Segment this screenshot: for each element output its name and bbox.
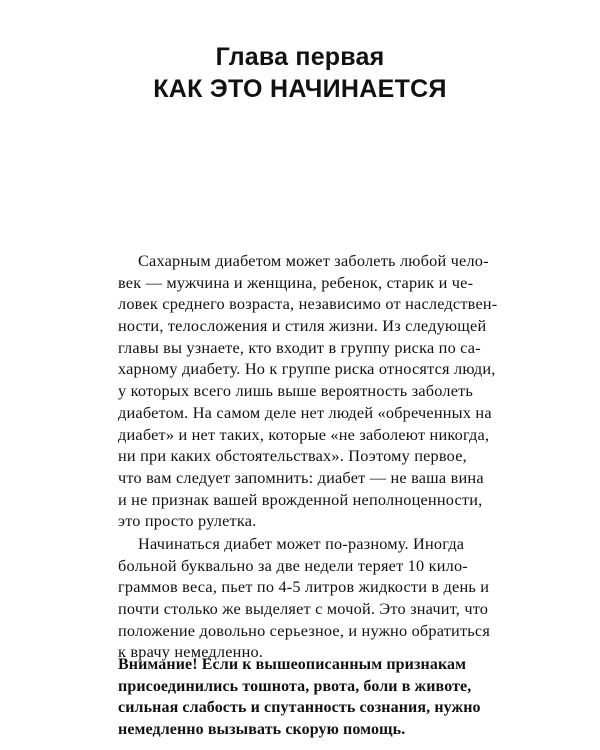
paragraph-line: это просто рулетка. <box>118 511 257 531</box>
chapter-title-heading: КАК ЭТО НАЧИНАЕТСЯ <box>153 75 447 103</box>
paragraph-line: почти столько же выделяет с мочой. Это значит, что <box>118 599 489 619</box>
paragraph-line: главы вы узнаете, кто входит в группу риска по са- <box>118 337 481 357</box>
paragraph-line: диабет» и нет таких, которые «не заболеют никогда, <box>118 424 490 444</box>
paragraph-line: харному диабету. Но к группе риска относятся люди, <box>118 359 496 379</box>
paragraph-line: граммов веса, пьет по 4-5 литров жидкости в день и <box>118 577 490 597</box>
warning-line: сильная слабость и спутанность сознания, нужно <box>118 699 481 716</box>
paragraph-line: к врачу немедленно. <box>118 642 264 662</box>
warning-line: немедленно вызывать скорую помощь. <box>118 720 406 738</box>
warning-notice <box>118 654 518 740</box>
paragraph-line: положение довольно серьезное, и нужно обратиться <box>118 620 491 640</box>
paragraph-line: ни при каких обстоятельствах». Поэтому первое, <box>118 446 467 466</box>
paragraph-line: век — мужчина и женщина, ребенок, старик и че- <box>118 272 474 292</box>
warning-line: присоединились тошнота, рвота, боли в животе, <box>118 677 472 695</box>
paragraph-line: больной буквально за две недели теряет 10 кило- <box>118 555 468 575</box>
paragraph-line: ности, телосложения и стиля жизни. Из следующей <box>118 316 487 336</box>
paragraph-2 <box>118 533 506 663</box>
warning-line: Внимание! Если к вышеописанным признакам <box>118 656 467 673</box>
paragraph-line: и не признак вашей врожденной неполноценности, <box>118 489 483 509</box>
chapter-number-heading: Глава первая <box>215 43 385 71</box>
paragraph-line: ловек среднего возраста, независимо от наследствен- <box>118 294 498 314</box>
paragraph-line: Начинаться диабет может по-разному. Иногда <box>138 534 465 553</box>
paragraph-line: Сахарным диабетом может заболеть любой чело- <box>138 251 489 270</box>
paragraph-1 <box>118 250 506 532</box>
paragraph-line: что вам следует запомнить: диабет — не ваша вина <box>118 467 484 487</box>
paragraph-line: диабетом. На самом деле нет людей «обреченных на <box>118 402 492 422</box>
paragraph-line: у которых всего лишь выше вероятность заболеть <box>118 381 474 401</box>
